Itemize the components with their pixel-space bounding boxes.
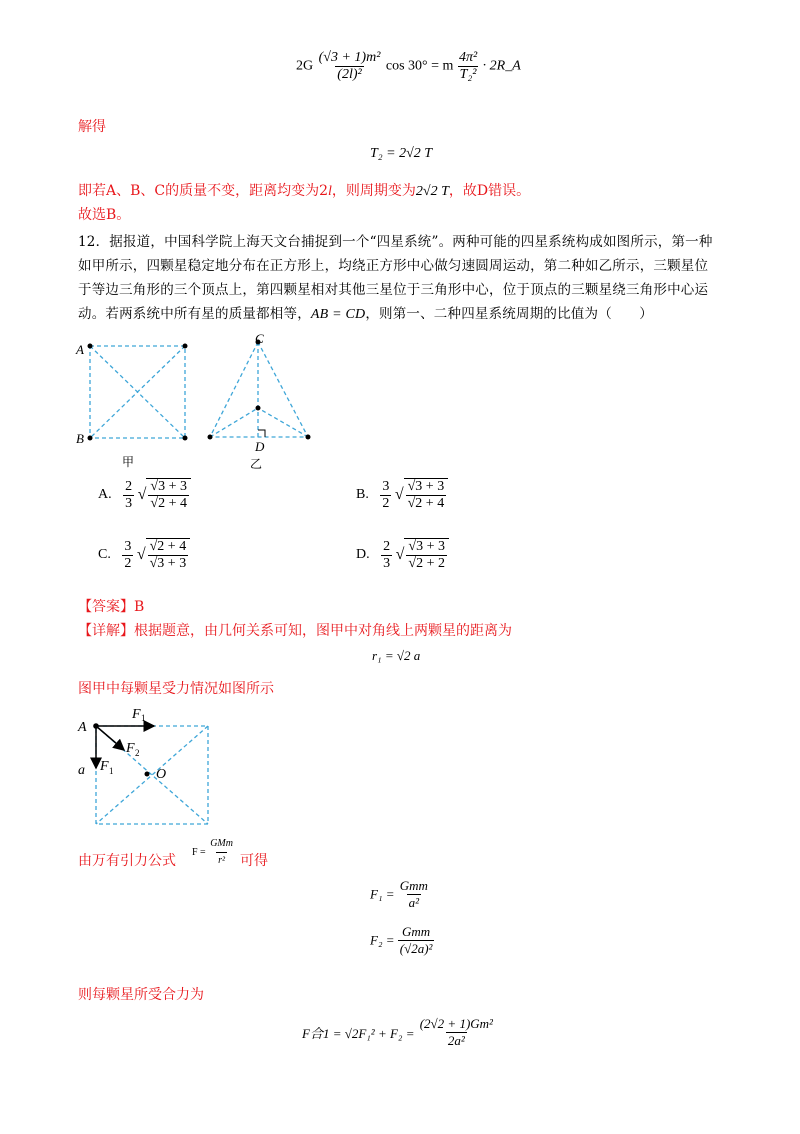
gravity-fraction [208,836,235,869]
f2-num: Gmm [402,924,431,939]
gravity-b: 可得 [240,853,268,869]
coef-num: 2 [383,538,391,554]
option-coef [123,479,134,512]
equation-t2: T₂ = 2√2 T [370,146,433,161]
star-dot [183,436,188,441]
equation-top [296,50,521,83]
option-letter: C. [98,547,111,562]
question-line-1: 12．据报道，中国科学院上海天文台捕捉到一个“四星系统”。两种可能的四星系统构成如图所示，第一种 [78,234,713,250]
coef-den: 2 [382,495,390,511]
eq-top-fraction [317,50,383,83]
question-line-2: 如甲所示，四颗星稳定地分布在正方形上，均绕正方形中心做匀速圆周运动，第二种如乙所示，三颗星位 [78,258,709,274]
gravity-num: GMm [210,838,233,849]
label-F1-left: F [100,759,109,774]
net-num: (2√2 + 1)Gm² [419,1016,493,1031]
star-dot [208,435,213,440]
star-dot [88,344,93,349]
f2-den: (√2a)² [399,941,433,956]
conclusion-line [78,182,530,201]
radicand [404,538,449,572]
gravity-formula [192,836,235,869]
sqrt-symbol: √ [137,486,147,503]
figure-force [70,700,220,835]
jiede-label: 解得 [78,119,106,135]
triangle-outline [210,342,308,437]
eq-top-rhs-num: 4π² [458,50,478,65]
net-fraction [418,1016,495,1049]
caption-yi: 乙 [250,457,263,470]
radicand-den: √2 + 4 [150,496,187,511]
label-B: B [76,431,84,446]
arrow-f2 [96,726,124,750]
f1-lhs: F₁ = [370,886,395,902]
option-c[interactable] [98,538,190,572]
f1-den: a² [408,895,420,910]
label-F1-left-sub: 1 [109,766,114,776]
f2-lhs: F₂ = [370,932,395,948]
radicand-num: √3 + 3 [408,539,445,554]
sqrt-symbol: √ [394,486,404,503]
f1-num: Gmm [399,878,428,893]
label-A: A [78,720,87,735]
star-dot [93,723,99,729]
label-a: a [78,763,85,778]
option-letter: D. [356,547,370,562]
question-line-4-a: 动。若两系统中所有星的质量都相等， [78,306,311,322]
option-letter: B. [356,487,369,502]
question-line-4-math: AB = CD [310,307,366,322]
coef-den: 3 [383,555,391,571]
gravity-a: 由万有引力公式 [78,853,176,869]
f1-fraction [398,878,430,911]
coef-num: 3 [382,478,390,494]
option-coef [381,539,392,572]
radicand-num: √3 + 3 [407,479,445,494]
eq-top-lhs: 2G [296,58,314,74]
choose-b-line: 故选B。 [78,207,131,223]
option-coef [380,479,391,512]
eq-top-rhs-den: T₂² [459,67,477,82]
radicand-num: √2 + 4 [149,539,187,554]
label-F2: F [126,741,135,756]
figure-yi [200,330,325,470]
label-F2-sub: 2 [135,748,140,758]
right-angle-mark [258,430,265,437]
force-intro: 图甲中每颗星受力情况如图所示 [78,681,274,697]
equation-r1: r₁ = √2 a [372,648,421,663]
conclusion-part-a: 即若A、B、C的质量不变，距离均变为2 [78,183,329,199]
net-lhs: F合1 = √2F₁² + F₂ = [302,1026,415,1041]
star-dot [183,344,188,349]
eq-top-cos: cos 30° = m [385,58,454,74]
star-dot [256,406,261,411]
option-letter: A. [98,487,112,502]
eq-top-tail: · 2R_A [482,58,521,74]
radicand [146,478,191,512]
option-a[interactable] [98,478,191,512]
detail-text: 根据题意，由几何关系可知，图甲中对角线上两颗星的距离为 [134,623,512,639]
answer-line: 【答案】B [78,599,145,615]
question-line-4 [78,302,653,327]
label-F1-top: F [132,707,141,722]
label-O: O [156,767,167,782]
figure-jia [70,330,210,470]
eq-top-num: (√3 + 1)m² [318,50,381,65]
label-F1-top-sub: 1 [141,713,146,723]
line-left-center [210,408,258,437]
eq-top-rhs-fraction [457,50,479,83]
option-coef [122,539,133,572]
f2-fraction [398,924,435,957]
radicand-den: √2 + 2 [408,556,445,571]
coef-den: 2 [124,555,132,571]
detail-head: 【详解】 [78,623,134,639]
net-force-text: 则每颗星所受合力为 [78,987,204,1003]
detail-line [78,622,512,640]
gravity-den: r² [216,852,227,869]
coef-den: 3 [125,495,133,511]
radicand [404,478,449,512]
radicand-num: √3 + 3 [150,479,187,494]
center-dot [145,772,150,777]
equation-net [302,1016,495,1049]
option-d[interactable] [356,538,449,572]
radicand [146,538,191,572]
conclusion-part-b: ，则周期变为 [331,183,416,199]
label-C: C [255,331,264,346]
star-dot [88,436,93,441]
sqrt-symbol: √ [395,546,405,563]
equation-f1 [370,878,430,911]
question-line-3: 于等边三角形的三个顶点上，第四颗星相对其他三星位于三角形中心，位于顶点的三颗星绕三角形中心运 [78,282,709,298]
net-den: 2a² [447,1033,465,1048]
option-b[interactable] [356,478,448,512]
equation-f2 [370,924,434,957]
caption-jia: 甲 [122,455,135,469]
question-line-4-b: ，则第一、二种四星系统周期的比值为（ ） [365,306,654,322]
conclusion-var: l [328,184,332,199]
conclusion-math: 2√2 T [415,184,449,199]
star-dot [306,435,311,440]
radicand-den: √2 + 4 [407,496,445,511]
coef-num: 3 [124,538,132,554]
sqrt-symbol: √ [136,546,146,563]
radicand-den: √3 + 3 [149,556,187,571]
label-D: D [255,439,265,454]
coef-num: 2 [125,478,133,494]
eq-top-den: (2l)² [337,67,362,82]
gravity-f: F = [192,847,206,858]
label-A: A [76,342,84,357]
conclusion-part-c: ，故D错误。 [448,183,531,199]
